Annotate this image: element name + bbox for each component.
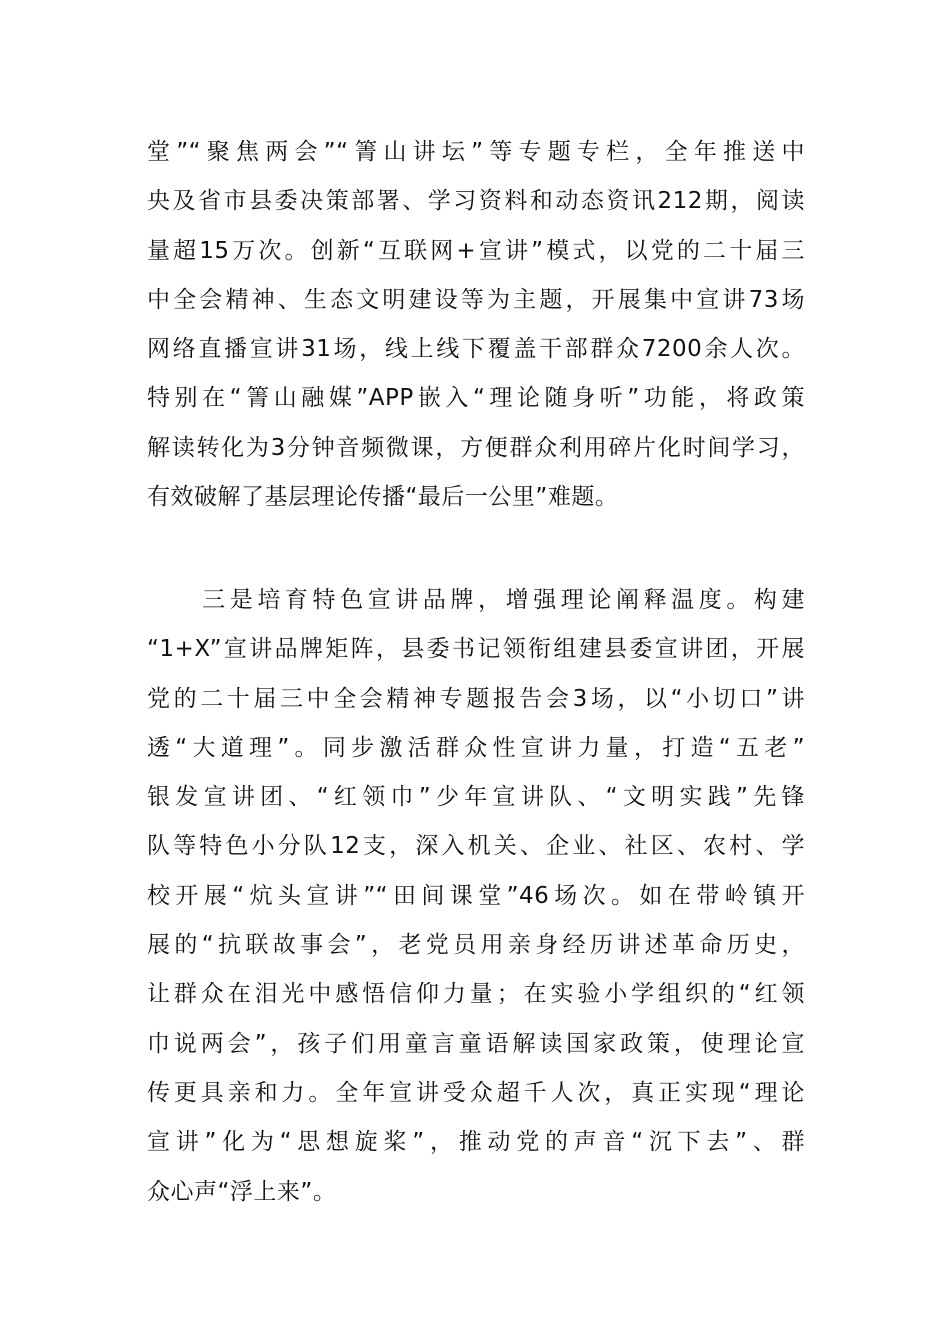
text-line: 堂”“聚焦两会”“箐山讲坛”等专题专栏，全年推送中 [147,139,805,165]
text-line: 透“大道理”。同步激活群众性宣讲力量，打造“五老” [147,734,805,761]
text-line: “1+X”宣讲品牌矩阵，县委书记领衔组建县委宣讲团，开展 [147,636,805,663]
text-line: 中全会精神、生态文明建设等为主题，开展集中宣讲73场 [147,286,805,313]
text-line: 让群众在泪光中感悟信仰力量；在实验小学组织的“红领 [147,981,805,1008]
text-line: 队等特色小分队12支，深入机关、企业、社区、农村、学 [147,833,805,860]
text-line: 巾说两会”，孩子们用童言童语解读国家政策，使理论宣 [147,1030,805,1057]
text-line: 三是培育特色宣讲品牌，增强理论阐释温度。构建 [147,587,805,613]
text-line: 解读转化为3分钟音频微课，方便群众利用碎片化时间学习， [147,434,805,461]
paragraph-2 [147,576,805,1217]
text-line: 众心声“浮上来”。 [147,1178,337,1205]
paragraph-1 [147,128,805,522]
text-line: 量超15万次。创新“互联网+宣讲”模式，以党的二十届三 [147,237,805,264]
text-line: 党的二十届三中全会精神专题报告会3场，以“小切口”讲 [147,685,805,712]
text-line: 传更具亲和力。全年宣讲受众超千人次，真正实现“理论 [147,1079,805,1106]
text-line: 有效破解了基层理论传播“最后一公里”难题。 [147,484,619,511]
text-line: 特别在“箐山融媒”APP嵌入“理论随身听”功能，将政策 [147,385,805,412]
text-line: 宣讲”化为“思想旋桨”，推动党的声音“沉下去”、群 [147,1129,805,1156]
text-line: 网络直播宣讲31场，线上线下覆盖干部群众7200余人次。 [147,336,805,363]
text-line: 展的“抗联故事会”，老党员用亲身经历讲述革命历史， [147,932,805,959]
text-line: 央及省市县委决策部署、学习资料和动态资讯212期，阅读 [147,188,805,215]
text-line: 银发宣讲团、“红领巾”少年宣讲队、“文明实践”先锋 [147,784,805,811]
text-line: 校开展“炕头宣讲”“田间课堂”46场次。如在带岭镇开 [147,882,805,909]
